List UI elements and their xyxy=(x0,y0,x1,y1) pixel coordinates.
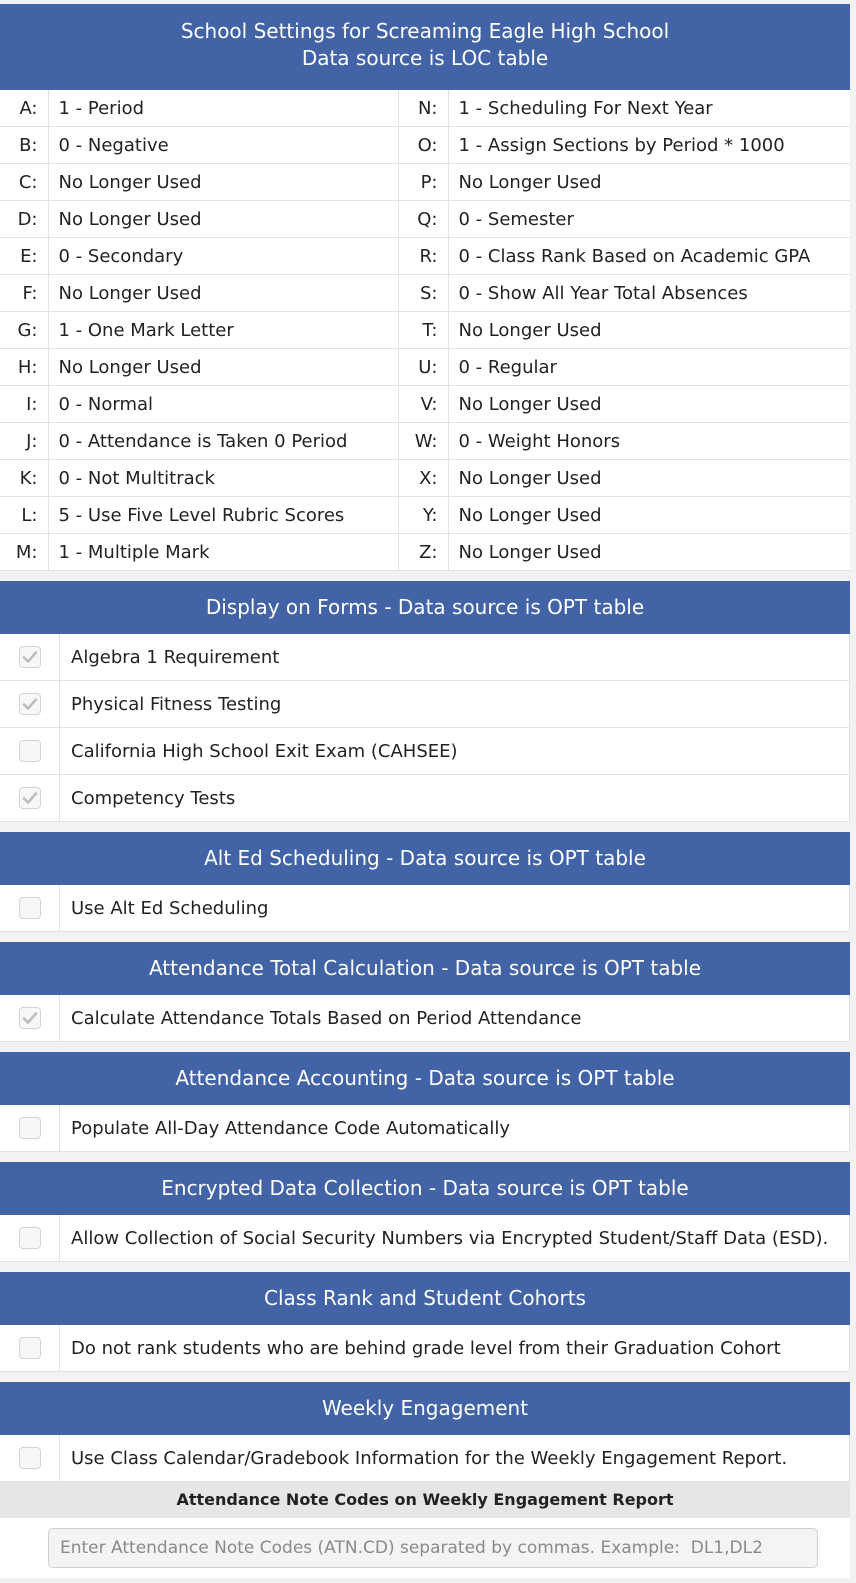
attendance-note-codes-input[interactable] xyxy=(48,1528,818,1568)
checkbox-cell xyxy=(0,1435,60,1481)
loc-value: 0 - Regular xyxy=(448,349,850,386)
loc-row xyxy=(0,534,850,571)
loc-key: P: xyxy=(398,164,448,201)
loc-key: A: xyxy=(0,90,48,127)
checkbox-cell xyxy=(0,728,60,774)
option-row xyxy=(0,995,849,1042)
section-header-class-rank: Class Rank and Student Cohorts xyxy=(0,1272,850,1325)
option-row xyxy=(0,1435,849,1482)
checkbox-checked[interactable] xyxy=(19,787,41,809)
option-row xyxy=(0,681,849,728)
loc-value: 0 - Normal xyxy=(48,386,398,423)
section-header-encrypted: Encrypted Data Collection - Data source is OPT table xyxy=(0,1162,850,1215)
loc-row xyxy=(0,349,850,386)
loc-value: 1 - Assign Sections by Period * 1000 xyxy=(448,127,850,164)
school-settings-page xyxy=(0,4,850,1578)
options-display-forms xyxy=(0,634,850,822)
loc-value: No Longer Used xyxy=(448,497,850,534)
checkbox-checked[interactable] xyxy=(19,646,41,668)
note-codes-title: Attendance Note Codes on Weekly Engagement Report xyxy=(0,1482,850,1518)
loc-row xyxy=(0,201,850,238)
loc-key: I: xyxy=(0,386,48,423)
loc-key: Q: xyxy=(398,201,448,238)
options-attendance-accounting xyxy=(0,1105,850,1152)
options-weekly xyxy=(0,1435,850,1482)
option-label: Do not rank students who are behind grade level from their Graduation Cohort xyxy=(71,1337,781,1359)
checkbox-cell xyxy=(0,634,60,680)
loc-row xyxy=(0,164,850,201)
option-label: California High School Exit Exam (CAHSEE) xyxy=(71,740,458,762)
loc-key: L: xyxy=(0,497,48,534)
loc-value: No Longer Used xyxy=(48,349,398,386)
loc-key: V: xyxy=(398,386,448,423)
loc-row xyxy=(0,127,850,164)
settings-header xyxy=(0,4,850,90)
checkmark-icon xyxy=(22,1010,38,1026)
loc-key: N: xyxy=(398,90,448,127)
option-row xyxy=(0,1325,849,1372)
loc-value: No Longer Used xyxy=(448,534,850,571)
option-label: Use Class Calendar/Gradebook Information for the Weekly Engagement Report. xyxy=(71,1447,788,1469)
checkbox-unchecked[interactable] xyxy=(19,1117,41,1139)
section-header-alt-ed: Alt Ed Scheduling - Data source is OPT table xyxy=(0,832,850,885)
loc-key: O: xyxy=(398,127,448,164)
loc-value: 0 - Show All Year Total Absences xyxy=(448,275,850,312)
loc-key: K: xyxy=(0,460,48,497)
option-label: Populate All-Day Attendance Code Automatically xyxy=(71,1117,510,1139)
options-alt-ed xyxy=(0,885,850,932)
loc-key: E: xyxy=(0,238,48,275)
section-header-weekly: Weekly Engagement xyxy=(0,1382,850,1435)
loc-key: S: xyxy=(398,275,448,312)
loc-value: 0 - Not Multitrack xyxy=(48,460,398,497)
settings-subtitle: Data source is LOC table xyxy=(301,46,549,70)
loc-row xyxy=(0,275,850,312)
checkbox-cell xyxy=(0,885,60,931)
loc-value: No Longer Used xyxy=(48,275,398,312)
options-encrypted xyxy=(0,1215,850,1262)
loc-value: 0 - Secondary xyxy=(48,238,398,275)
loc-value: No Longer Used xyxy=(448,164,850,201)
loc-key: Y: xyxy=(398,497,448,534)
checkbox-cell xyxy=(0,681,60,727)
checkmark-icon xyxy=(22,696,38,712)
loc-value: 0 - Attendance is Taken 0 Period xyxy=(48,423,398,460)
option-label: Use Alt Ed Scheduling xyxy=(71,897,269,919)
loc-key: C: xyxy=(0,164,48,201)
loc-key: J: xyxy=(0,423,48,460)
loc-row xyxy=(0,423,850,460)
checkmark-icon xyxy=(22,649,38,665)
loc-key: T: xyxy=(398,312,448,349)
section-header-attendance-total: Attendance Total Calculation - Data source is OPT table xyxy=(0,942,850,995)
options-attendance-total xyxy=(0,995,850,1042)
checkbox-unchecked[interactable] xyxy=(19,1227,41,1249)
loc-key: R: xyxy=(398,238,448,275)
checkbox-cell xyxy=(0,1105,60,1151)
settings-title: School Settings for Screaming Eagle High School xyxy=(180,19,670,43)
loc-key: M: xyxy=(0,534,48,571)
option-label: Competency Tests xyxy=(71,787,236,809)
checkbox-checked[interactable] xyxy=(19,693,41,715)
loc-value: No Longer Used xyxy=(448,460,850,497)
loc-key: X: xyxy=(398,460,448,497)
option-label: Physical Fitness Testing xyxy=(71,693,282,715)
checkbox-unchecked[interactable] xyxy=(19,897,41,919)
loc-row xyxy=(0,460,850,497)
checkbox-cell xyxy=(0,1325,60,1371)
option-row xyxy=(0,775,849,822)
option-row xyxy=(0,1105,849,1152)
option-row xyxy=(0,728,849,775)
options-class-rank xyxy=(0,1325,850,1372)
loc-settings-table xyxy=(0,90,850,571)
loc-row xyxy=(0,238,850,275)
loc-key: G: xyxy=(0,312,48,349)
loc-value: No Longer Used xyxy=(48,164,398,201)
note-codes-row xyxy=(0,1518,850,1578)
loc-value: 1 - Period xyxy=(48,90,398,127)
loc-key: W: xyxy=(398,423,448,460)
loc-value: No Longer Used xyxy=(448,312,850,349)
loc-value: 5 - Use Five Level Rubric Scores xyxy=(48,497,398,534)
option-label: Allow Collection of Social Security Numbers via Encrypted Student/Staff Data (ESD). xyxy=(71,1227,829,1249)
loc-value: 1 - Scheduling For Next Year xyxy=(448,90,850,127)
loc-value: No Longer Used xyxy=(448,386,850,423)
loc-value: 1 - One Mark Letter xyxy=(48,312,398,349)
section-header-attendance-accounting: Attendance Accounting - Data source is OPT table xyxy=(0,1052,850,1105)
section-header-display-forms: Display on Forms - Data source is OPT table xyxy=(0,581,850,634)
loc-key: H: xyxy=(0,349,48,386)
checkmark-icon xyxy=(22,790,38,806)
checkbox-unchecked[interactable] xyxy=(19,1337,41,1359)
loc-row xyxy=(0,497,850,534)
loc-key: D: xyxy=(0,201,48,238)
loc-row xyxy=(0,312,850,349)
loc-value: 1 - Multiple Mark xyxy=(48,534,398,571)
checkbox-cell xyxy=(0,1215,60,1261)
loc-value: 0 - Negative xyxy=(48,127,398,164)
option-row xyxy=(0,634,849,681)
loc-key: B: xyxy=(0,127,48,164)
checkbox-unchecked[interactable] xyxy=(19,1447,41,1469)
option-row xyxy=(0,1215,849,1262)
loc-value: 0 - Semester xyxy=(448,201,850,238)
loc-key: U: xyxy=(398,349,448,386)
loc-value: No Longer Used xyxy=(48,201,398,238)
loc-row xyxy=(0,386,850,423)
loc-row xyxy=(0,90,850,127)
loc-value: 0 - Class Rank Based on Academic GPA xyxy=(448,238,850,275)
loc-value: 0 - Weight Honors xyxy=(448,423,850,460)
checkbox-unchecked[interactable] xyxy=(19,740,41,762)
option-row xyxy=(0,885,849,932)
loc-key: Z: xyxy=(398,534,448,571)
checkbox-cell xyxy=(0,995,60,1041)
option-label: Calculate Attendance Totals Based on Period Attendance xyxy=(71,1007,582,1029)
checkbox-cell xyxy=(0,775,60,821)
option-label: Algebra 1 Requirement xyxy=(71,646,280,668)
loc-key: F: xyxy=(0,275,48,312)
checkbox-checked[interactable] xyxy=(19,1007,41,1029)
